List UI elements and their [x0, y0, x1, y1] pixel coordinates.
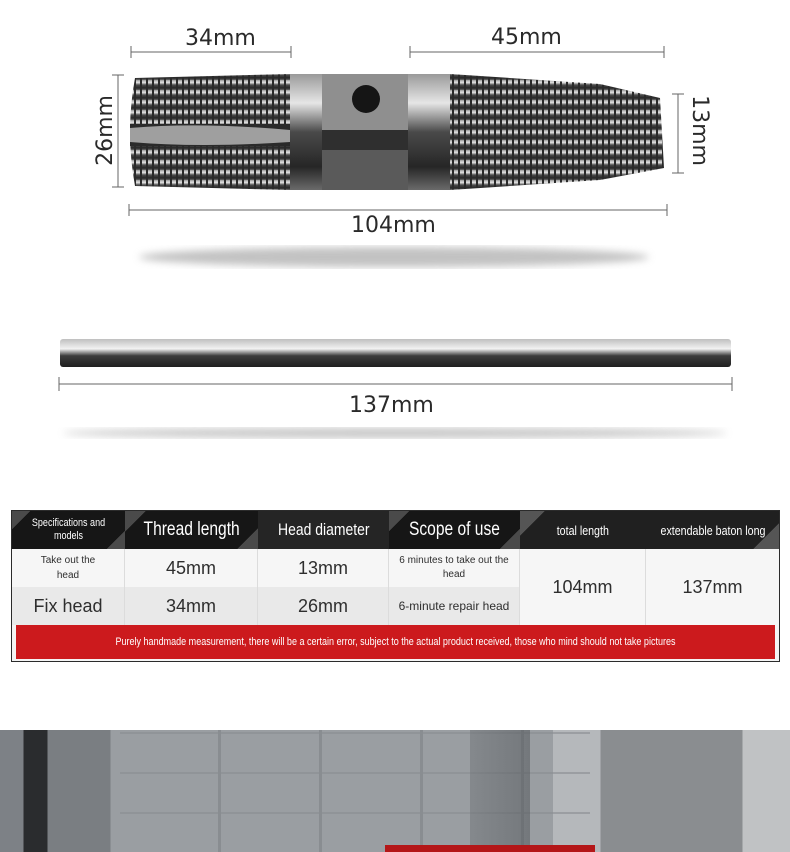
header-baton-length: extendable baton long: [646, 511, 779, 549]
dim-label-26: 26mm: [92, 95, 118, 166]
fix-head-thread: [130, 74, 290, 190]
dim-label-34: 34mm: [185, 26, 256, 51]
disclaimer-notice: Purely handmade measurement, there will be a certain error, subject to the actual product received, those who mind should not take pictures: [16, 625, 775, 659]
row1-scope: 6 minutes to take out the head: [389, 549, 520, 587]
product-photo-strip: [0, 730, 790, 852]
dim-label-13: 13mm: [686, 95, 712, 166]
extractor-thread: [450, 74, 664, 190]
row1-head-diameter: 13mm: [258, 549, 389, 587]
pipe-shadow: [470, 730, 530, 852]
header-scope-of-use: Scope of use: [389, 511, 520, 549]
header-spec-model: Specifications and models: [12, 511, 125, 549]
dim-label-137: 137mm: [349, 393, 434, 418]
row2-model: Fix head: [12, 587, 125, 625]
header-total-length: total length: [520, 511, 646, 549]
dim-label-45: 45mm: [491, 25, 562, 50]
header-head-diameter: Head diameter: [258, 511, 389, 549]
row2-head-diameter: 26mm: [258, 587, 389, 625]
total-length-value: 104mm: [520, 549, 646, 625]
header-thread-length: Thread length: [125, 511, 258, 549]
row2-scope: 6-minute repair head: [389, 587, 520, 625]
spec-table: [11, 510, 780, 662]
red-accent: [385, 845, 595, 852]
dim-label-104: 104mm: [351, 213, 436, 238]
extension-rod: [60, 339, 731, 367]
baton-length-value: 137mm: [646, 549, 779, 625]
row1-thread-length: 45mm: [125, 549, 258, 587]
row2-thread-length: 34mm: [125, 587, 258, 625]
hex-body: [290, 74, 450, 190]
row1-model: Take out the head: [12, 549, 125, 587]
